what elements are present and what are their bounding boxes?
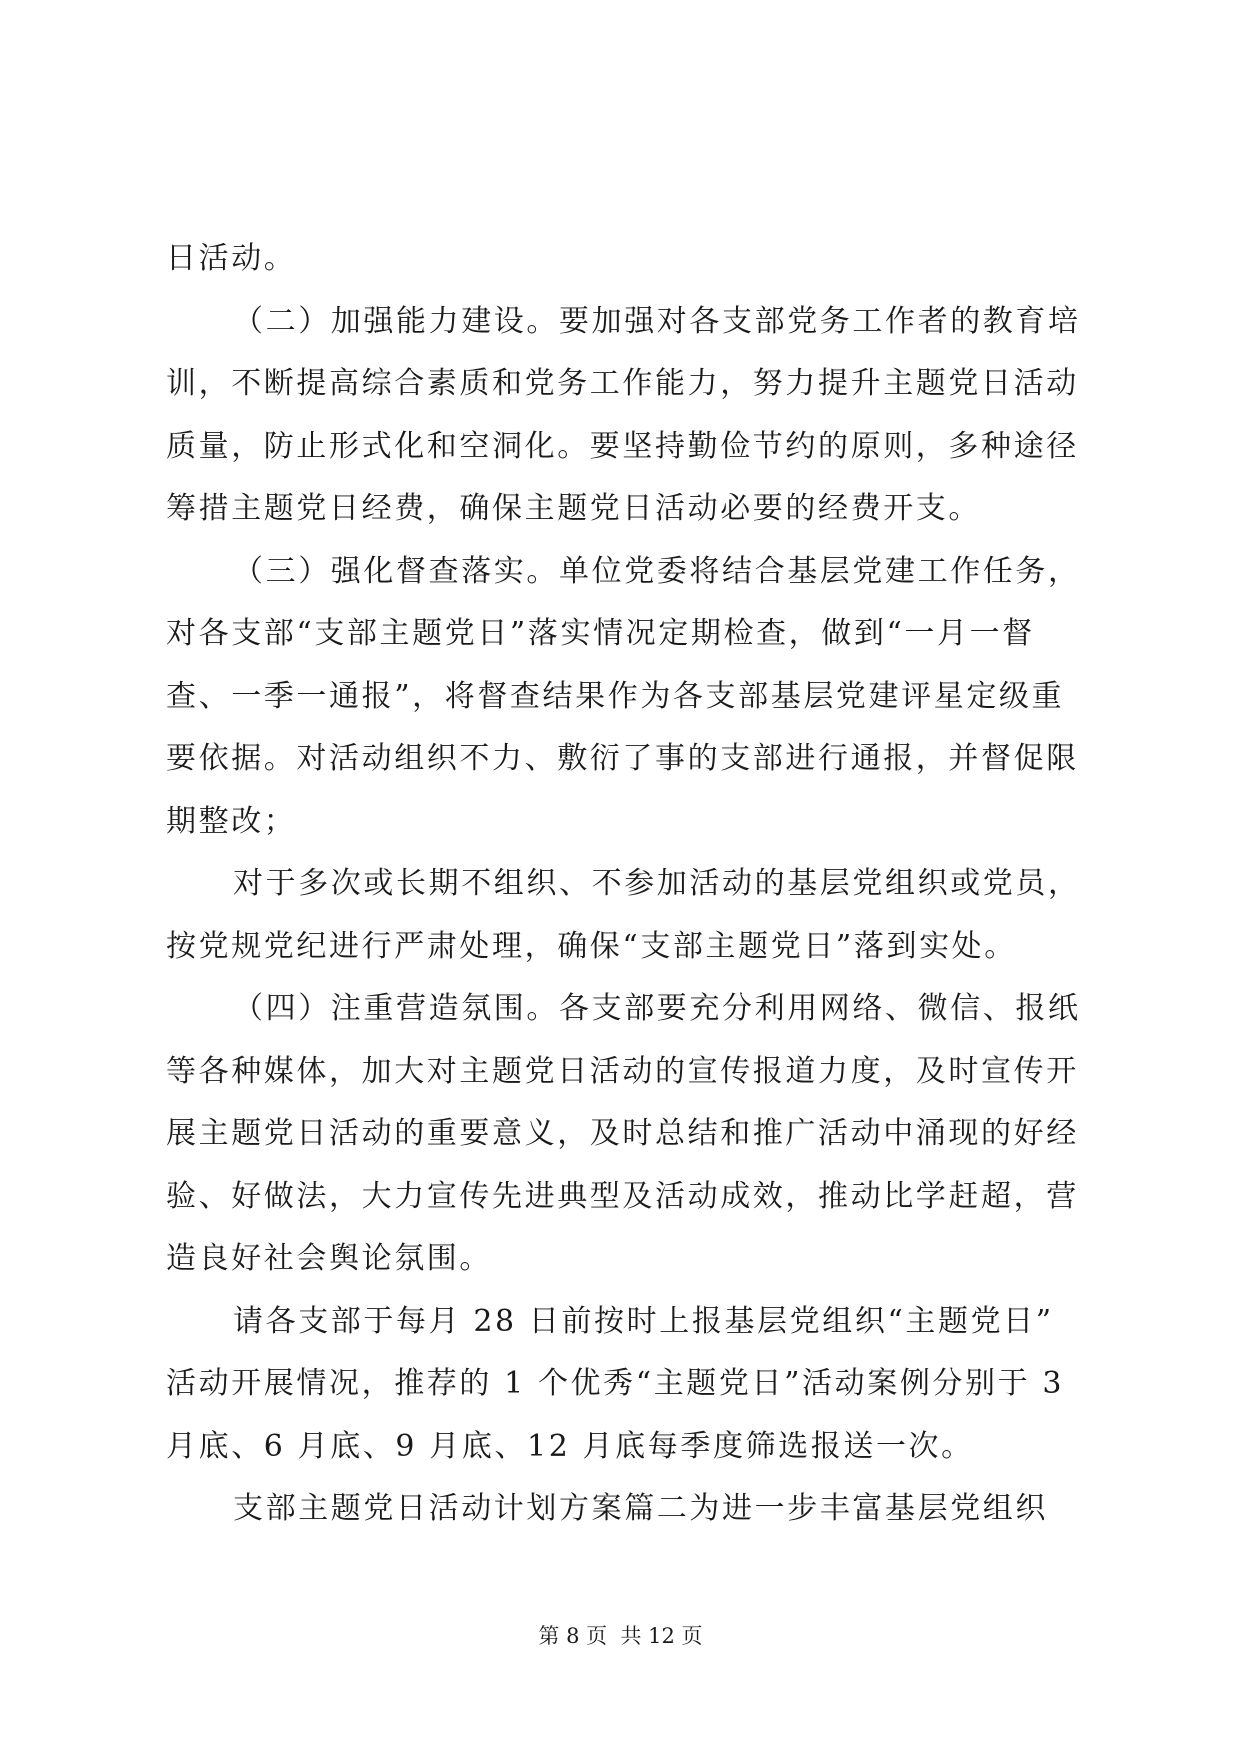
text-line: 验、好做法，大力宣传先进典型及活动成效，推动比学赶超，营 (166, 1178, 1079, 1214)
text-line: 造良好社会舆论氛围。 (166, 1241, 492, 1276)
page-footer (0, 1621, 1241, 1651)
text-line: （三）强化督查落实。单位党委将结合基层党建工作任务， (233, 553, 1081, 589)
text-line: 期整改； (166, 803, 297, 839)
page-number-label: 第 8 页 共 12 页 (538, 1624, 703, 1648)
text-line: （四）注重营造氛围。各支部要充分利用网络、微信、报纸 (233, 991, 1081, 1026)
text-line: 对各支部“支部主题党日”落实情况定期检查，做到“一月一督 (166, 616, 1035, 651)
text-line: 日活动。 (166, 241, 297, 276)
body-text (166, 228, 1086, 1541)
text-line: 请各支部于每月 28 日前按时上报基层党组织“主题党日” (233, 1303, 1054, 1339)
text-line: 支部主题党日活动计划方案篇二为进一步丰富基层党组织 (233, 1491, 1048, 1526)
text-line: 等各种媒体，加大对主题党日活动的宣传报道力度，及时宣传开 (166, 1053, 1079, 1089)
text-line: 按党规党纪进行严肃处理，确保“支部主题党日”落到实处。 (166, 928, 1017, 964)
text-line: 对于多次或长期不组织、不参加活动的基层党组织或党员， (233, 866, 1081, 901)
text-line: （二）加强能力建设。要加强对各支部党务工作者的教育培 (233, 303, 1081, 339)
text-line: 训，不断提高综合素质和党务工作能力，努力提升主题党日活动 (166, 366, 1079, 401)
text-line: 筹措主题党日经费，确保主题党日活动必要的经费开支。 (166, 491, 981, 526)
text-line: 活动开展情况，推荐的 1 个优秀“主题党日”活动案例分别于 3 (166, 1366, 1065, 1401)
text-line: 月底、6 月底、9 月底、12 月底每季度筛选报送一次。 (166, 1428, 974, 1464)
text-line: 查、一季一通报”，将督查结果作为各支部基层党建评星定级重 (166, 678, 1065, 714)
text-line: 质量，防止形式化和空洞化。要坚持勤俭节约的原则，多种途径 (166, 428, 1079, 464)
text-line: 展主题党日活动的重要意义，及时总结和推广活动中涌现的好经 (166, 1116, 1079, 1151)
text-line: 要依据。对活动组织不力、敷衍了事的支部进行通报，并督促限 (166, 741, 1079, 776)
